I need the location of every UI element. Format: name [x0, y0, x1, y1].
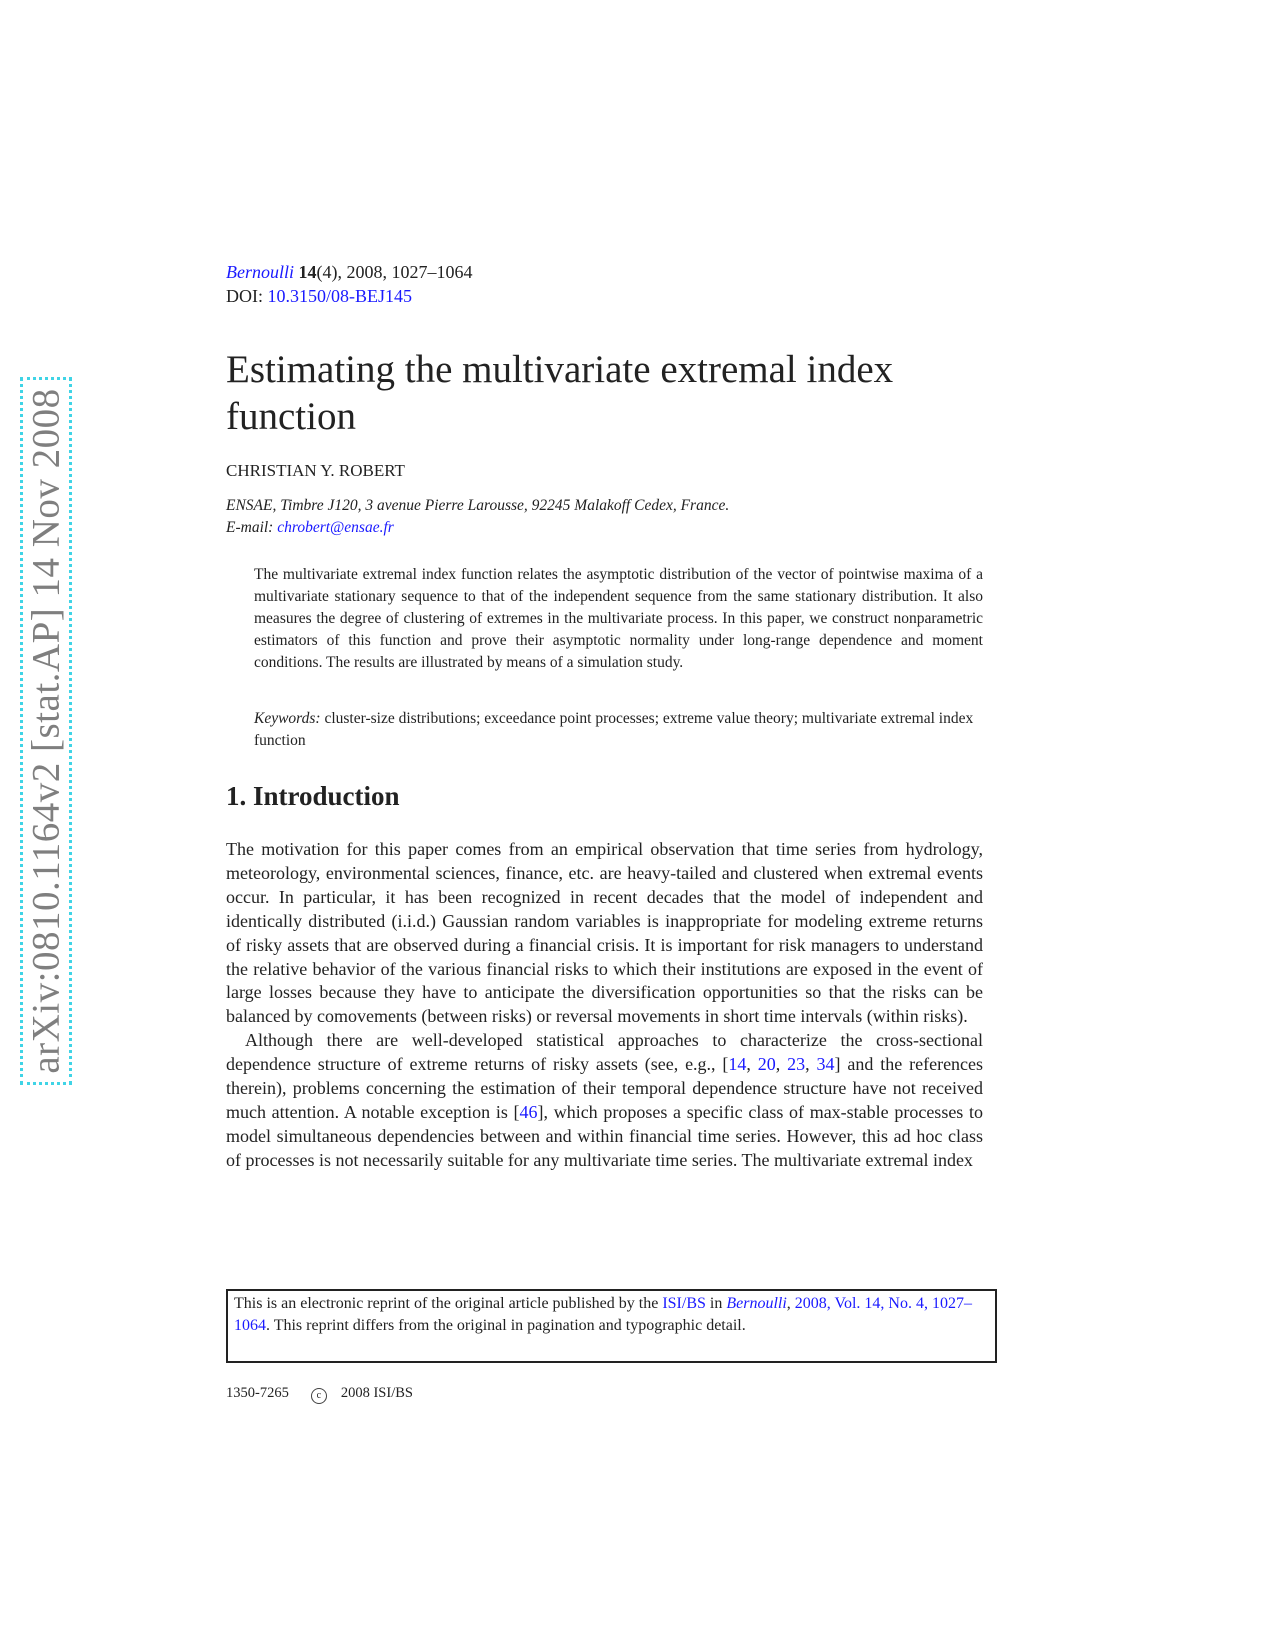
keywords — [254, 708, 983, 752]
doi-label: DOI: — [226, 286, 268, 306]
isibs-link[interactable]: ISI/BS — [662, 1295, 706, 1312]
journal-link[interactable]: Bernoulli — [226, 262, 294, 282]
copyright-text: 2008 ISI/BS — [340, 1385, 413, 1401]
text: in — [705, 1295, 727, 1312]
section-heading: 1. Introduction — [226, 781, 400, 811]
copyright-icon: c — [311, 1388, 327, 1404]
doi-link[interactable]: 10.3150/08-BEJ145 — [267, 286, 413, 306]
text: , — [775, 1054, 788, 1075]
citation-14[interactable]: 14 — [728, 1054, 747, 1075]
abstract: The multivariate extremal index function relates the asymptotic distribution of the vector of pointwise maxima of a multivariate stationary sequence to that of the independent sequence from the same stationary distribution. It also measures the degree of clustering of extremes in the multivariate process. In this paper, we construct nonparametric estimators of this function and prove their asymptotic normality under long-range dependence and moment conditions. The results are illustrated by means of a simulation study. — [254, 566, 983, 671]
paragraph-1: The motivation for this paper comes from an empirical observation that time series from hydrology, meteorology, environmental sciences, finance, etc. are heavy-tailed and clustered when extremal events occur. In particular, it has been recognized in recent decades that the model of independent and identically distributed (i.i.d.) Gaussian random variables is inappropriate for modeling extreme returns of risky assets that are observed during a financial crisis. It is important for risk managers to understand the relative behavior of the various financial risks to which their institutions are exposed in the event of large losses because they have to anticipate the diversification opportunities so that the risks can be balanced by comovements (between risks) or reversal movements in short time intervals (within risks). — [226, 839, 983, 1027]
citation-46[interactable]: 46 — [519, 1101, 538, 1122]
volume: 14 — [298, 262, 317, 282]
text: ], which proposes a specific class of max-stable processes to model simultaneous dependencies between and within financial time series. However, this ad hoc class of processes is not necessarily suitable for any multivariate time series. The multivariate extremal index — [226, 1101, 983, 1170]
issue-info: (4), 2008, 1027–1064 — [316, 262, 473, 282]
issn: 1350-7265 — [226, 1385, 289, 1401]
text: Although there are well-developed statistical approaches to characterize the cross-sectional dependence structure of extreme returns of risky assets (see, e.g., [ — [226, 1030, 983, 1075]
journal-info — [226, 260, 473, 308]
email-label: E-mail: — [226, 519, 278, 536]
text: , — [746, 1054, 758, 1075]
email-link[interactable]: chrobert@ensae.fr — [277, 519, 394, 536]
affiliation: ENSAE, Timbre J120, 3 avenue Pierre Larousse, 92245 Malakoff Cedex, France. — [226, 497, 730, 514]
author: CHRISTIAN Y. ROBERT — [226, 461, 405, 480]
arxiv-identifier: arXiv:0810.1164v2 [stat.AP] 14 Nov 2008 — [24, 388, 68, 1074]
citation-23[interactable]: 23 — [787, 1054, 806, 1075]
text: . This reprint differs from the original in pagination and typographic detail. — [266, 1317, 746, 1334]
journal-link[interactable]: Bernoulli — [726, 1295, 787, 1312]
citation-20[interactable]: 20 — [757, 1054, 776, 1075]
paper-title: Estimating the multivariate extremal index function — [226, 348, 894, 438]
reprint-notice — [226, 1289, 997, 1363]
keywords-text: cluster-size distributions; exceedance point processes; extreme value theory; multivariate extremal index function — [254, 710, 974, 749]
text: , — [786, 1295, 795, 1312]
body-text — [226, 838, 983, 1244]
text: ] and the references therein), problems concerning the estimation of their temporal dependence structure have not received much attention. A notable exception is [ — [226, 1054, 983, 1122]
citation-34[interactable]: 34 — [816, 1054, 835, 1075]
text: This is an electronic reprint of the original article published by the — [234, 1295, 663, 1312]
paragraph-2 — [226, 1029, 983, 1172]
copyright-line — [226, 1385, 413, 1404]
arxiv-stamp — [20, 377, 72, 1085]
article-link[interactable]: 2008, Vol. 14, No. 4, 1027–1064 — [234, 1295, 972, 1334]
keywords-label: Keywords: — [254, 710, 321, 727]
text: , — [805, 1054, 817, 1075]
affiliation-block — [226, 495, 729, 539]
